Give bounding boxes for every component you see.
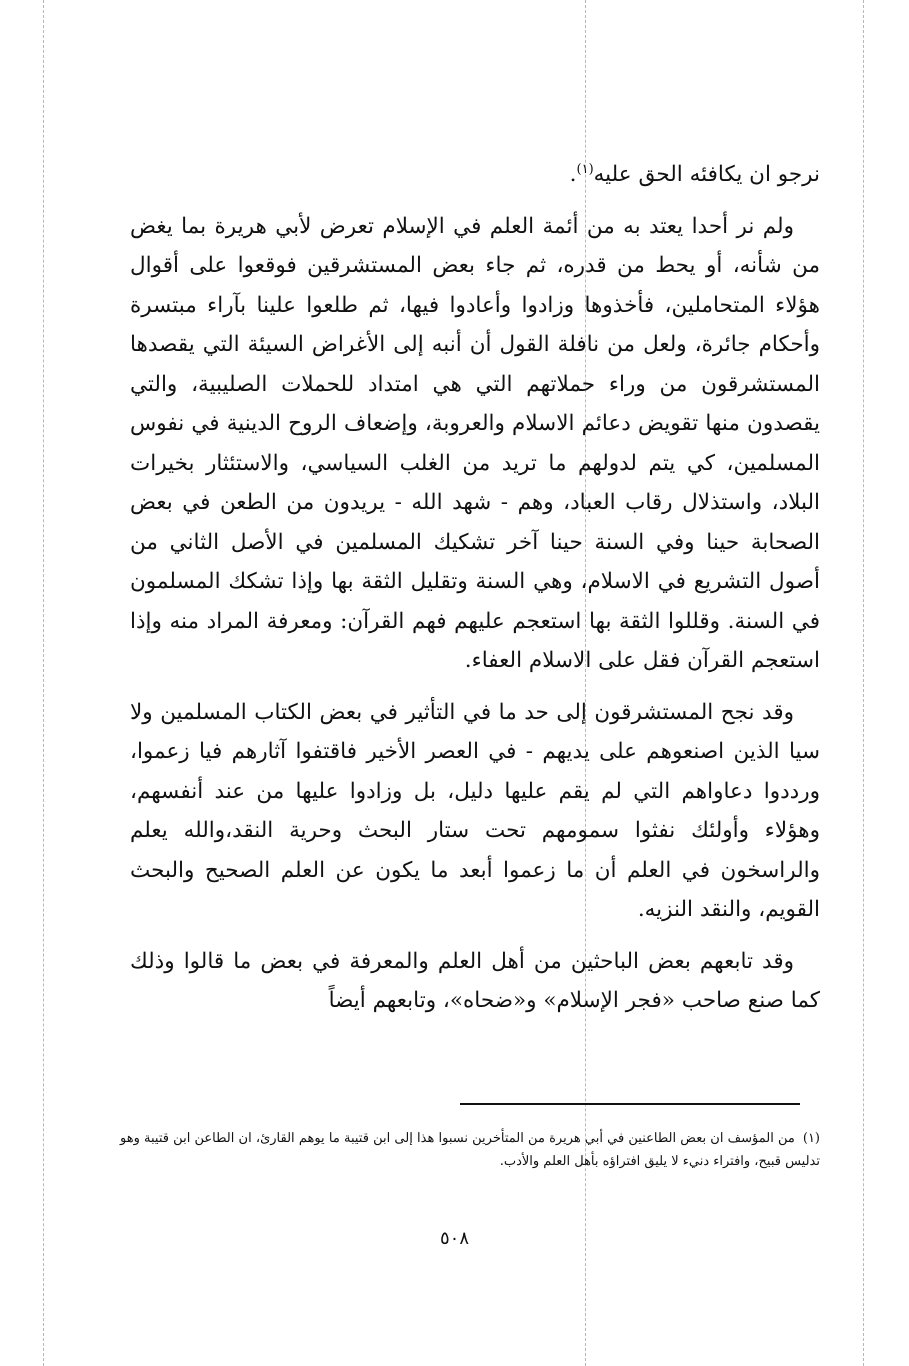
footnote-divider xyxy=(460,1103,800,1105)
footnote-reference[interactable]: (١) xyxy=(576,162,594,177)
paragraph-3: وقد تابعهم بعض الباحثين من أهل العلم والمعرفة في بعض ما قالوا وذلك كما صنع صاحب «فجر الإسلام» و«ضحاه»، وتابعهم أيضاً xyxy=(130,948,820,1014)
footnote xyxy=(120,1127,820,1173)
right-guide-line xyxy=(863,0,864,1366)
footnote-mark: (١) xyxy=(802,1131,820,1146)
page-number: ٥٠٨ xyxy=(439,1228,469,1249)
footnote-text: من المؤسف ان بعض الطاعنين في أبي هريرة من المتأخرين نسبوا هذا إلى ابن قتيبة ما يوهم القارئ، ان الطاعن ابن قتيبة وهو تدليس قبيح، وافتراء دنيء لا يليق افتراؤه بأهل العلم والأدب. xyxy=(120,1131,820,1169)
opening-line: نرجو ان يكافئه الحق عليه$^{(١)}$. xyxy=(569,162,820,188)
paragraph-2: وقد نجح المستشرقون إلى حد ما في التأثير في بعض الكتاب المسلمين ولا سيا الذين اصنعوهم على يديهم - في العصر الأخير فاقتفوا آثارهم فيا زعموا، ورددوا دعاواهم التي لم يقم عليها دليل، بل وزادوا عليها من عند أنفسهم، وهؤلاء وأولئك نفثوا سمومهم تحت ستار البحث وحرية النقد،والله يعلم والراسخون في العلم أن ما زعموا أبعد ما يكون عن العلم الصحيح والبحث القويم، والنقد النزيه. xyxy=(130,699,820,923)
left-guide-line xyxy=(43,0,44,1366)
paragraph-1: ولم نر أحدا يعتد به من أئمة العلم في الإسلام تعرض لأبي هريرة بما يغض من شأنه، أو يحط من قدره، ثم جاء بعض المستشرقين فوقعوا على أقوال هؤلاء المتحاملين، فأخذوها وزادوا وأعادوا فيها، ثم طلعوا علينا بآراء مبتسرة وأحكام جائرة، ولعل من نافلة القول أن أنبه إلى الأغراض السيئة التي يقصدها المستشرقون من وراء حملاتهم التي هي امتداد للحملات الصليبية، والتي يقصدون منها تقويض دعائم الاسلام والعروبة، وإضعاف الروح الدينية في نفوس المسلمين، كي يتم لدولهم ما تريد من الغلب السياسي، والاستئثار بخيرات البلاد، واستذلال رقاب العباد، وهم - شهد الله - يريدون من الطعن في بعض الصحابة حينا وفي السنة حينا آخر تشكيك المسلمين في الأصل الثاني من أصول التشريع في الاسلام، وهي السنة وتقليل الثقة بها وإذا تشكك المسلمون في السنة. وقللوا الثقة بها استعجم عليهم فهم القرآن: ومعرفة المراد منه وإذا استعجم القرآن فقل على الاسلام العفاء. xyxy=(130,213,820,674)
body-text xyxy=(130,150,820,1021)
